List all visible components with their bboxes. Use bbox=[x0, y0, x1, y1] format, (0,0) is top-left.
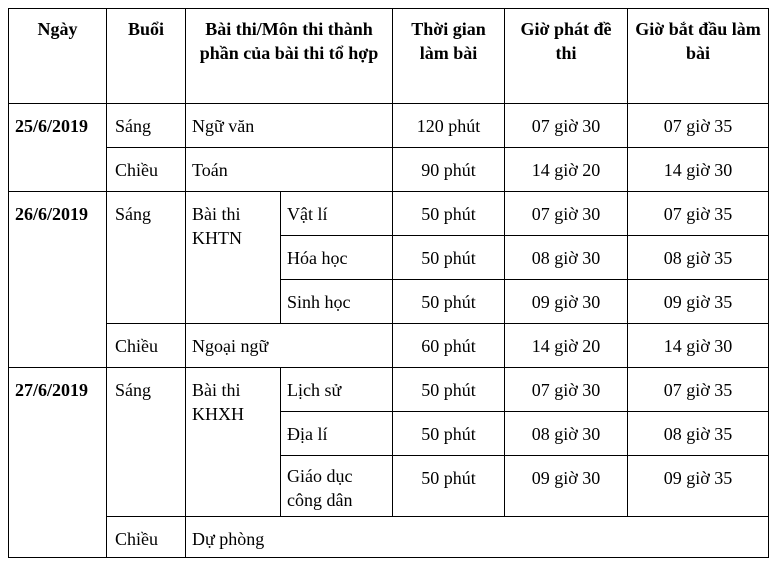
session-cell: Chiều bbox=[107, 148, 186, 192]
duration-cell: 50 phút bbox=[393, 368, 505, 412]
subject-cell: Dự phòng bbox=[186, 517, 769, 558]
header-gio-phat-de: Giờ phát đề thi bbox=[505, 9, 628, 104]
duration-cell: 90 phút bbox=[393, 148, 505, 192]
table-row bbox=[9, 324, 769, 368]
duration-cell: 50 phút bbox=[393, 412, 505, 456]
duration-cell: 50 phút bbox=[393, 192, 505, 236]
header-row bbox=[9, 9, 769, 104]
session-cell: Sáng bbox=[107, 192, 186, 324]
header-buoi: Buổi bbox=[107, 9, 186, 104]
distribution-time-cell: 07 giờ 30 bbox=[505, 104, 628, 148]
distribution-time-cell: 14 giờ 20 bbox=[505, 148, 628, 192]
exam-group-cell: Bài thi KHXH bbox=[186, 368, 281, 517]
header-thoi-gian: Thời gian làm bài bbox=[393, 9, 505, 104]
subject-cell: Sinh học bbox=[281, 280, 393, 324]
exam-schedule-table bbox=[8, 8, 769, 558]
start-time-cell: 07 giờ 35 bbox=[628, 368, 769, 412]
subject-cell: Vật lí bbox=[281, 192, 393, 236]
session-cell: Chiều bbox=[107, 517, 186, 558]
start-time-cell: 07 giờ 35 bbox=[628, 104, 769, 148]
date-cell: 27/6/2019 bbox=[9, 368, 107, 558]
start-time-cell: 09 giờ 35 bbox=[628, 456, 769, 517]
session-cell: Chiều bbox=[107, 324, 186, 368]
exam-group-cell: Bài thi KHTN bbox=[186, 192, 281, 324]
subject-cell: Ngoại ngữ bbox=[186, 324, 393, 368]
distribution-time-cell: 08 giờ 30 bbox=[505, 236, 628, 280]
start-time-cell: 08 giờ 35 bbox=[628, 236, 769, 280]
duration-cell: 120 phút bbox=[393, 104, 505, 148]
start-time-cell: 14 giờ 30 bbox=[628, 148, 769, 192]
subject-cell: Hóa học bbox=[281, 236, 393, 280]
start-time-cell: 14 giờ 30 bbox=[628, 324, 769, 368]
subject-cell: Toán bbox=[186, 148, 393, 192]
header-bai-thi: Bài thi/Môn thi thành phần của bài thi tổ hợp bbox=[186, 9, 393, 104]
table-row bbox=[9, 517, 769, 558]
distribution-time-cell: 08 giờ 30 bbox=[505, 412, 628, 456]
subject-cell: Địa lí bbox=[281, 412, 393, 456]
duration-cell: 50 phút bbox=[393, 456, 505, 517]
start-time-cell: 07 giờ 35 bbox=[628, 192, 769, 236]
distribution-time-cell: 09 giờ 30 bbox=[505, 456, 628, 517]
subject-cell: Ngữ văn bbox=[186, 104, 393, 148]
duration-cell: 50 phút bbox=[393, 280, 505, 324]
distribution-time-cell: 14 giờ 20 bbox=[505, 324, 628, 368]
header-ngay: Ngày bbox=[9, 9, 107, 104]
start-time-cell: 09 giờ 35 bbox=[628, 280, 769, 324]
distribution-time-cell: 07 giờ 30 bbox=[505, 368, 628, 412]
subject-cell: Giáo dục công dân bbox=[281, 456, 393, 517]
distribution-time-cell: 07 giờ 30 bbox=[505, 192, 628, 236]
session-cell: Sáng bbox=[107, 104, 186, 148]
session-cell: Sáng bbox=[107, 368, 186, 517]
subject-cell: Lịch sử bbox=[281, 368, 393, 412]
duration-cell: 50 phút bbox=[393, 236, 505, 280]
table-row bbox=[9, 192, 769, 236]
start-time-cell: 08 giờ 35 bbox=[628, 412, 769, 456]
distribution-time-cell: 09 giờ 30 bbox=[505, 280, 628, 324]
date-cell: 25/6/2019 bbox=[9, 104, 107, 192]
table-row bbox=[9, 148, 769, 192]
table-row bbox=[9, 104, 769, 148]
table-row bbox=[9, 368, 769, 412]
date-cell: 26/6/2019 bbox=[9, 192, 107, 368]
header-gio-bat-dau: Giờ bắt đầu làm bài bbox=[628, 9, 769, 104]
duration-cell: 60 phút bbox=[393, 324, 505, 368]
